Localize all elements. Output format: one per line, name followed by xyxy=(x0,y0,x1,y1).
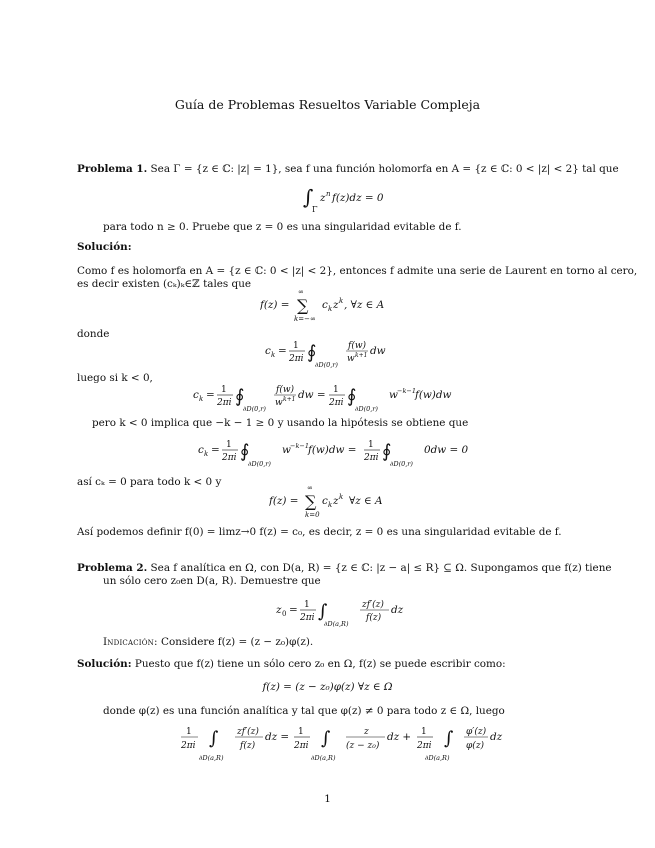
hint-text: Considere f(z) = (z − z₀)φ(z). xyxy=(161,636,314,648)
svg-text:∂D(a,R): ∂D(a,R) xyxy=(324,620,349,628)
svg-text:∮: ∮ xyxy=(347,386,357,407)
svg-text:dw: dw xyxy=(370,345,386,357)
equation-ck-zero-svg xyxy=(198,436,468,472)
svg-text:=: = xyxy=(289,604,298,616)
solution-1-asi: así cₖ = 0 para todo k < 0 y xyxy=(77,476,222,488)
svg-text:=: = xyxy=(211,444,220,456)
svg-text:1: 1 xyxy=(368,440,374,450)
svg-text:k: k xyxy=(204,450,209,458)
svg-text:2πi: 2πi xyxy=(300,613,315,623)
svg-text:w: w xyxy=(389,389,398,401)
svg-text:1: 1 xyxy=(333,385,339,395)
svg-text:∂D(a,R): ∂D(a,R) xyxy=(311,754,336,762)
problem-1-label: Problema 1. xyxy=(77,163,148,175)
svg-text:1: 1 xyxy=(293,341,299,351)
svg-text:k: k xyxy=(271,351,276,359)
svg-text:c: c xyxy=(193,389,199,401)
equation-taylor-svg xyxy=(269,482,399,520)
svg-text:k=0: k=0 xyxy=(305,511,320,519)
solution-2-donde: donde φ(z) es una función analítica y tal que φ(z) ≠ 0 para todo z ∈ Ω, luego xyxy=(103,705,505,717)
svg-text:dw =: dw = xyxy=(298,389,326,401)
svg-text:f(w)dw: f(w)dw xyxy=(415,389,452,401)
equation-laurent-series-svg xyxy=(260,286,400,324)
equation-laurent-series xyxy=(260,286,400,324)
svg-text:k: k xyxy=(339,493,344,501)
svg-text:1: 1 xyxy=(221,385,227,395)
problem-1-statement xyxy=(77,163,619,176)
svg-text:zf′(z): zf′(z) xyxy=(362,600,384,610)
svg-text:k=−∞: k=−∞ xyxy=(294,315,316,323)
svg-text:2πi: 2πi xyxy=(364,453,379,463)
svg-text:k+1: k+1 xyxy=(355,352,368,359)
solution-2-intro xyxy=(77,658,506,671)
svg-text:∫: ∫ xyxy=(318,601,328,622)
svg-text:f(z): f(z) xyxy=(240,741,256,751)
svg-text:1: 1 xyxy=(226,440,232,450)
svg-text:2πi: 2πi xyxy=(417,741,432,751)
equation-ck-negative xyxy=(193,381,473,417)
svg-text:f(z) =: f(z) = xyxy=(260,299,290,311)
svg-text:1: 1 xyxy=(304,600,310,610)
problem-1-condition: para todo n ≥ 0. Pruebe que z = 0 es una singularidad evitable de f. xyxy=(103,221,462,233)
solution-2-heading: Solución: xyxy=(77,658,132,670)
solution-1-conclusion: Así podemos definir f(0) = limz→0 f(z) = c₀, es decir, z = 0 es una singularidad evitable de f. xyxy=(77,526,562,538)
svg-text:z: z xyxy=(364,727,369,737)
equation-taylor-series xyxy=(269,482,399,520)
svg-text:∂D(0,r): ∂D(0,r) xyxy=(243,405,266,413)
svg-text:∮: ∮ xyxy=(307,342,317,363)
solution-1-pero: pero k < 0 implica que −k − 1 ≥ 0 y usando la hipótesis se obtiene que xyxy=(92,417,469,429)
svg-text:∂D(0,r): ∂D(0,r) xyxy=(315,361,338,369)
svg-text:2πi: 2πi xyxy=(289,354,304,364)
svg-text:∂D(0,r): ∂D(0,r) xyxy=(355,405,378,413)
svg-text:φ(z): φ(z) xyxy=(466,741,485,751)
equation-ck-zero xyxy=(198,436,468,472)
solution-1-donde: donde xyxy=(77,328,110,340)
solution-2-text: Puesto que f(z) tiene un sólo cero z₀ en Ω, f(z) se puede escribir como: xyxy=(134,658,506,670)
svg-text:z: z xyxy=(320,192,326,204)
svg-text:k: k xyxy=(328,501,333,509)
svg-text:c: c xyxy=(265,345,271,357)
svg-text:∑: ∑ xyxy=(297,296,309,315)
equation-factorization: f(z) = (z − z₀)φ(z) ∀z ∈ Ω xyxy=(262,681,393,693)
svg-text:w: w xyxy=(282,444,291,456)
equation-integral-gamma-svg xyxy=(303,184,393,214)
svg-text:z: z xyxy=(333,299,339,311)
problem-2-statement xyxy=(77,562,612,575)
svg-text:∞: ∞ xyxy=(307,484,313,492)
svg-text:2πi: 2πi xyxy=(329,398,344,408)
svg-text:w: w xyxy=(347,354,355,364)
svg-text:−k−1: −k−1 xyxy=(397,387,416,395)
svg-text:, ∀z ∈ A: , ∀z ∈ A xyxy=(344,299,385,311)
svg-text:∮: ∮ xyxy=(240,441,250,462)
svg-text:∑: ∑ xyxy=(305,492,317,511)
svg-text:k+1: k+1 xyxy=(283,396,296,403)
svg-text:c: c xyxy=(322,495,328,507)
svg-text:k: k xyxy=(339,297,344,305)
svg-text:z: z xyxy=(276,604,282,616)
svg-text:2πi: 2πi xyxy=(217,398,232,408)
problem-2-text-2: un sólo cero z₀en D(a, R). Demuestre que xyxy=(103,575,321,587)
equation-ck-svg xyxy=(265,337,405,373)
svg-text:∂D(a,R): ∂D(a,R) xyxy=(425,754,450,762)
svg-text:dz +: dz + xyxy=(387,731,412,743)
svg-text:f(z)dz = 0: f(z)dz = 0 xyxy=(332,192,384,204)
svg-text:∀z ∈ A: ∀z ∈ A xyxy=(349,495,383,507)
svg-text:2πi: 2πi xyxy=(222,453,237,463)
svg-text:∮: ∮ xyxy=(235,386,245,407)
equation-final-svg xyxy=(181,723,511,765)
svg-text:k: k xyxy=(328,305,333,313)
hint-label: Indicación: xyxy=(103,636,158,648)
svg-text:dz: dz xyxy=(490,731,503,743)
svg-text:∫: ∫ xyxy=(209,728,219,749)
svg-text:1: 1 xyxy=(186,727,192,737)
page-number: 1 xyxy=(324,793,331,805)
problem-1-text: Sea Γ = {z ∈ ℂ: |z| = 1}, sea f una función holomorfa en A = {z ∈ ℂ: 0 < |z| < 2} tal que xyxy=(150,163,619,175)
svg-text:2πi: 2πi xyxy=(294,741,309,751)
svg-text:∮: ∮ xyxy=(382,441,392,462)
svg-text:=: = xyxy=(278,345,287,357)
equation-final xyxy=(181,723,511,765)
svg-text:f(z): f(z) xyxy=(366,613,382,623)
svg-text:∫: ∫ xyxy=(321,728,331,749)
svg-text:∫: ∫ xyxy=(444,728,454,749)
svg-text:∞: ∞ xyxy=(298,288,304,296)
svg-text:(z − z₀): (z − z₀) xyxy=(346,741,380,751)
solution-1-heading: Solución: xyxy=(77,241,132,253)
svg-text:−k−1: −k−1 xyxy=(290,442,309,450)
svg-text:∂D(a,R): ∂D(a,R) xyxy=(199,754,224,762)
solution-1-line-1: Como f es holomorfa en A = {z ∈ ℂ: 0 < |z| < 2}, entonces f admite una serie de Laurent en torno al cero, xyxy=(77,265,638,277)
problem-2-hint xyxy=(103,636,313,649)
svg-text:f(w): f(w) xyxy=(348,341,367,351)
svg-text:1: 1 xyxy=(421,727,427,737)
svg-text:dz: dz xyxy=(391,604,404,616)
equation-ck-negative-svg xyxy=(193,381,473,417)
solution-1-luego: luego si k < 0, xyxy=(77,372,153,384)
equation-integral-gamma xyxy=(303,184,393,214)
svg-text:k: k xyxy=(199,395,204,403)
svg-text:c: c xyxy=(322,299,328,311)
svg-text:∂D(0,r): ∂D(0,r) xyxy=(248,460,271,468)
svg-text:n: n xyxy=(326,190,331,198)
svg-text:z: z xyxy=(333,495,339,507)
document-title: Guía de Problemas Resueltos Variable Compleja xyxy=(174,97,481,112)
problem-2-text-1: Sea f analítica en Ω, con D(a, R) = {z ∈ ℂ: |z − a| ≤ R} ⊆ Ω. Supongamos que f(z) tiene xyxy=(150,562,612,574)
svg-text:0dw = 0: 0dw = 0 xyxy=(424,444,468,456)
equation-z0 xyxy=(276,596,416,632)
svg-text:1: 1 xyxy=(298,727,304,737)
svg-text:f(w)dw =: f(w)dw = xyxy=(308,444,357,456)
svg-text:c: c xyxy=(198,444,204,456)
svg-text:dz =: dz = xyxy=(265,731,290,743)
svg-text:=: = xyxy=(206,389,215,401)
svg-text:w: w xyxy=(275,398,283,408)
equation-ck-definition xyxy=(265,337,405,373)
solution-1-line-2: es decir existen (cₖ)ₖ∈ℤ tales que xyxy=(77,278,252,290)
svg-text:zf′(z): zf′(z) xyxy=(237,727,259,737)
svg-text:∫: ∫ xyxy=(303,185,314,209)
svg-text:2πi: 2πi xyxy=(181,741,196,751)
problem-2-label: Problema 2. xyxy=(77,562,148,574)
svg-text:f(w): f(w) xyxy=(276,385,295,395)
svg-text:Γ: Γ xyxy=(312,205,318,214)
equation-z0-svg xyxy=(276,596,416,632)
svg-text:∂D(0,r): ∂D(0,r) xyxy=(390,460,413,468)
svg-text:φ′(z): φ′(z) xyxy=(466,727,487,737)
svg-text:f(z) =: f(z) = xyxy=(269,495,299,507)
svg-text:0: 0 xyxy=(282,610,287,618)
